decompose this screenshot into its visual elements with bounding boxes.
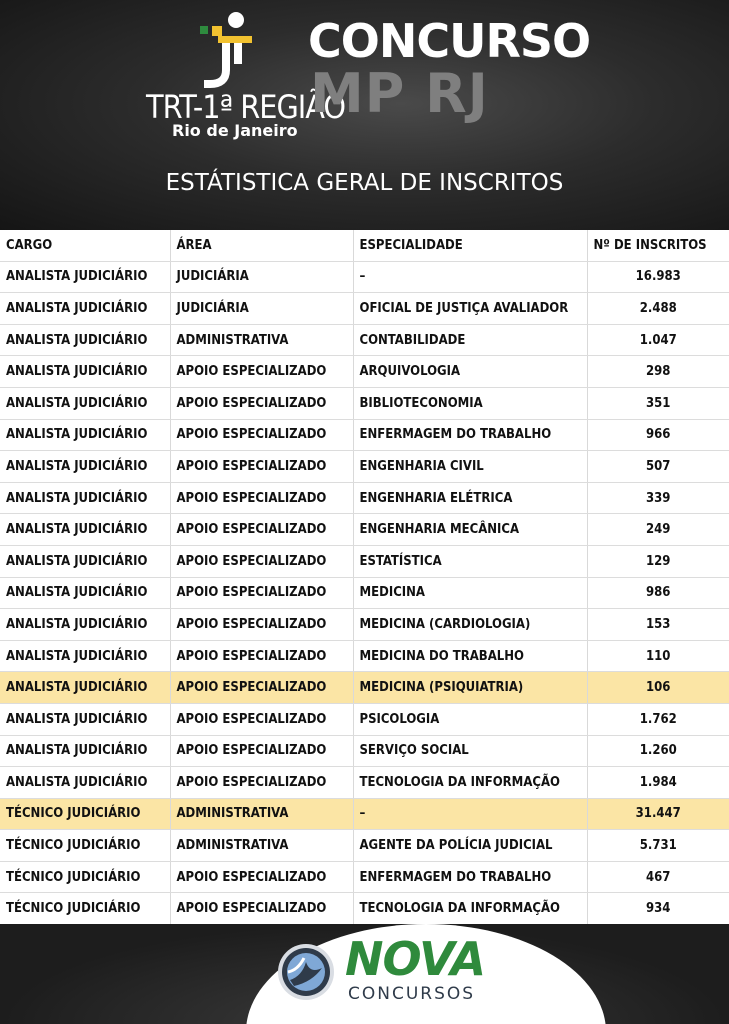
- column-header-cargo: CARGO: [0, 230, 170, 261]
- cell-inscritos: 986: [587, 577, 729, 609]
- cell-area: APOIO ESPECIALIZADO: [170, 577, 353, 609]
- cell-especialidade: MEDICINA DO TRABALHO: [353, 640, 587, 672]
- cell-cargo: ANALISTA JUDICIÁRIO: [0, 451, 170, 483]
- inscritos-table: [0, 230, 729, 925]
- cell-cargo: ANALISTA JUDICIÁRIO: [0, 672, 170, 704]
- headline-mprj: MP RJ: [310, 62, 489, 125]
- table-row: [0, 893, 729, 925]
- cell-area: ADMINISTRATIVA: [170, 798, 353, 830]
- table-row: [0, 672, 729, 704]
- cell-cargo: ANALISTA JUDICIÁRIO: [0, 577, 170, 609]
- cell-inscritos: 2.488: [587, 293, 729, 325]
- cell-area: APOIO ESPECIALIZADO: [170, 893, 353, 925]
- headline-concurso: CONCURSO: [308, 14, 591, 68]
- table-row: [0, 767, 729, 799]
- cell-inscritos: 339: [587, 482, 729, 514]
- table-body: [0, 261, 729, 924]
- table-row: [0, 324, 729, 356]
- cell-inscritos: 1.260: [587, 735, 729, 767]
- cell-cargo: TÉCNICO JUDICIÁRIO: [0, 830, 170, 862]
- table-row: [0, 419, 729, 451]
- table-row: [0, 735, 729, 767]
- cell-inscritos: 129: [587, 545, 729, 577]
- cell-especialidade: –: [353, 261, 587, 293]
- cell-area: JUDICIÁRIA: [170, 293, 353, 325]
- cell-cargo: TÉCNICO JUDICIÁRIO: [0, 893, 170, 925]
- table-row: [0, 356, 729, 388]
- cell-cargo: ANALISTA JUDICIÁRIO: [0, 609, 170, 641]
- cell-inscritos: 934: [587, 893, 729, 925]
- cell-area: APOIO ESPECIALIZADO: [170, 482, 353, 514]
- cell-inscritos: 153: [587, 609, 729, 641]
- cell-inscritos: 1.047: [587, 324, 729, 356]
- cell-area: APOIO ESPECIALIZADO: [170, 672, 353, 704]
- table-row: [0, 451, 729, 483]
- cell-inscritos: 106: [587, 672, 729, 704]
- cell-cargo: TÉCNICO JUDICIÁRIO: [0, 798, 170, 830]
- nova-concursos-logo-icon: [276, 942, 336, 1002]
- cell-especialidade: TECNOLOGIA DA INFORMAÇÃO: [353, 767, 587, 799]
- cell-inscritos: 1.762: [587, 703, 729, 735]
- cell-especialidade: PSICOLOGIA: [353, 703, 587, 735]
- cell-inscritos: 298: [587, 356, 729, 388]
- cell-especialidade: OFICIAL DE JUSTIÇA AVALIADOR: [353, 293, 587, 325]
- cell-area: APOIO ESPECIALIZADO: [170, 640, 353, 672]
- cell-especialidade: SERVIÇO SOCIAL: [353, 735, 587, 767]
- table-row: [0, 387, 729, 419]
- cell-especialidade: ARQUIVOLOGIA: [353, 356, 587, 388]
- table-row: [0, 830, 729, 862]
- cell-cargo: ANALISTA JUDICIÁRIO: [0, 293, 170, 325]
- cell-area: ADMINISTRATIVA: [170, 324, 353, 356]
- cell-cargo: ANALISTA JUDICIÁRIO: [0, 767, 170, 799]
- cell-area: APOIO ESPECIALIZADO: [170, 419, 353, 451]
- cell-cargo: ANALISTA JUDICIÁRIO: [0, 545, 170, 577]
- page-title: ESTÁTISTICA GERAL DE INSCRITOS: [165, 170, 564, 196]
- cell-cargo: TÉCNICO JUDICIÁRIO: [0, 861, 170, 893]
- cell-area: APOIO ESPECIALIZADO: [170, 703, 353, 735]
- table-row: [0, 577, 729, 609]
- cell-inscritos: 31.447: [587, 798, 729, 830]
- cell-area: APOIO ESPECIALIZADO: [170, 387, 353, 419]
- table-row: [0, 293, 729, 325]
- cell-especialidade: ENFERMAGEM DO TRABALHO: [353, 861, 587, 893]
- table-row: [0, 798, 729, 830]
- cell-especialidade: ESTATÍSTICA: [353, 545, 587, 577]
- brand-name: NOVA: [345, 932, 486, 986]
- table-row: [0, 609, 729, 641]
- cell-area: ADMINISTRATIVA: [170, 830, 353, 862]
- cell-area: APOIO ESPECIALIZADO: [170, 735, 353, 767]
- cell-area: APOIO ESPECIALIZADO: [170, 609, 353, 641]
- table-header-row: [0, 230, 729, 261]
- cell-especialidade: BIBLIOTECONOMIA: [353, 387, 587, 419]
- table-row: [0, 514, 729, 546]
- cell-especialidade: ENGENHARIA ELÉTRICA: [353, 482, 587, 514]
- cell-especialidade: CONTABILIDADE: [353, 324, 587, 356]
- cell-especialidade: MEDICINA (CARDIOLOGIA): [353, 609, 587, 641]
- header-banner: [0, 0, 729, 230]
- cell-inscritos: 16.983: [587, 261, 729, 293]
- cell-cargo: ANALISTA JUDICIÁRIO: [0, 514, 170, 546]
- cell-especialidade: ENFERMAGEM DO TRABALHO: [353, 419, 587, 451]
- cell-inscritos: 110: [587, 640, 729, 672]
- cell-inscritos: 1.984: [587, 767, 729, 799]
- brand-sub: CONCURSOS: [348, 984, 476, 1004]
- cell-cargo: ANALISTA JUDICIÁRIO: [0, 261, 170, 293]
- cell-especialidade: ENGENHARIA MECÂNICA: [353, 514, 587, 546]
- cell-especialidade: –: [353, 798, 587, 830]
- cell-cargo: ANALISTA JUDICIÁRIO: [0, 482, 170, 514]
- cell-especialidade: TECNOLOGIA DA INFORMAÇÃO: [353, 893, 587, 925]
- cell-cargo: ANALISTA JUDICIÁRIO: [0, 387, 170, 419]
- cell-cargo: ANALISTA JUDICIÁRIO: [0, 419, 170, 451]
- cell-inscritos: 507: [587, 451, 729, 483]
- org-city: Rio de Janeiro: [172, 121, 298, 140]
- cell-area: APOIO ESPECIALIZADO: [170, 545, 353, 577]
- cell-cargo: ANALISTA JUDICIÁRIO: [0, 735, 170, 767]
- table-row: [0, 545, 729, 577]
- cell-area: JUDICIÁRIA: [170, 261, 353, 293]
- cell-especialidade: AGENTE DA POLÍCIA JUDICIAL: [353, 830, 587, 862]
- cell-inscritos: 351: [587, 387, 729, 419]
- table-row: [0, 482, 729, 514]
- cell-area: APOIO ESPECIALIZADO: [170, 356, 353, 388]
- column-header-area: ÁREA: [170, 230, 353, 261]
- column-header-especialidade: ESPECIALIDADE: [353, 230, 587, 261]
- cell-cargo: ANALISTA JUDICIÁRIO: [0, 356, 170, 388]
- cell-cargo: ANALISTA JUDICIÁRIO: [0, 703, 170, 735]
- cell-area: APOIO ESPECIALIZADO: [170, 767, 353, 799]
- column-header-inscritos: Nº DE INSCRITOS: [587, 230, 729, 261]
- cell-especialidade: MEDICINA: [353, 577, 587, 609]
- cell-inscritos: 249: [587, 514, 729, 546]
- table-row: [0, 261, 729, 293]
- org-name: TRT-1ª REGIÃO: [146, 88, 346, 126]
- cell-cargo: ANALISTA JUDICIÁRIO: [0, 640, 170, 672]
- cell-area: APOIO ESPECIALIZADO: [170, 451, 353, 483]
- cell-cargo: ANALISTA JUDICIÁRIO: [0, 324, 170, 356]
- cell-area: APOIO ESPECIALIZADO: [170, 514, 353, 546]
- table-row: [0, 861, 729, 893]
- table-row: [0, 703, 729, 735]
- trt-logo-icon: [198, 10, 254, 88]
- cell-especialidade: ENGENHARIA CIVIL: [353, 451, 587, 483]
- cell-inscritos: 966: [587, 419, 729, 451]
- cell-inscritos: 467: [587, 861, 729, 893]
- table-row: [0, 640, 729, 672]
- cell-area: APOIO ESPECIALIZADO: [170, 861, 353, 893]
- cell-especialidade: MEDICINA (PSIQUIATRIA): [353, 672, 587, 704]
- cell-inscritos: 5.731: [587, 830, 729, 862]
